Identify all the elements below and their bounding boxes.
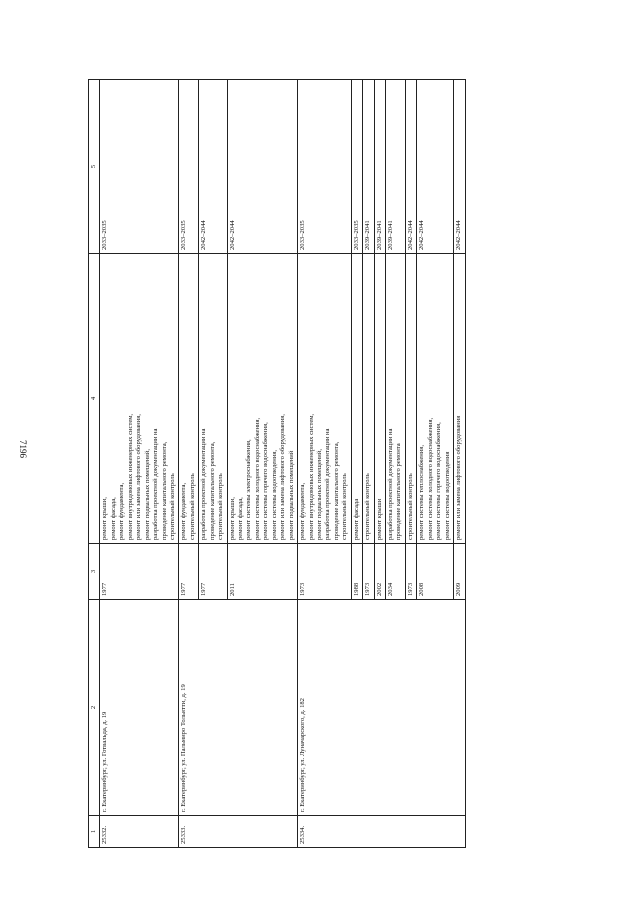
work-item: строительный контроль (406, 473, 414, 540)
work-item: ремонт внутридомовых инженерных систем, (307, 413, 315, 540)
work-item: ремонт крыши, (228, 497, 236, 540)
address-cell: г. Екатеринбург, ул. Пальмиро Тольятти, д. 19 (179, 600, 298, 816)
period-cell: 2033–2035 (298, 80, 352, 254)
work-item: ремонт системы теплоснабжения, (418, 445, 426, 540)
works-cell (199, 254, 227, 544)
work-item: ремонт фасада, (237, 497, 244, 540)
work-item: проведение капитального ремонта (395, 443, 403, 540)
work-item: проведение капитального ремонта, (208, 441, 216, 540)
column-header: 1 (89, 816, 100, 848)
period-cell: 2042–2044 (405, 80, 416, 254)
work-item: строительный контроль (188, 473, 196, 540)
work-item: ремонт фундамента, (118, 482, 126, 540)
table-row (100, 80, 179, 848)
work-item: ремонт внутридомовых инженерных систем, (126, 413, 134, 540)
period-cell: 2042–2044 (454, 80, 465, 254)
works-cell (454, 254, 465, 544)
works-cell (405, 254, 416, 544)
year-cell: 1973 (405, 544, 416, 600)
works-cell (227, 254, 298, 544)
work-item: строительный контроль (217, 473, 225, 540)
table-row (179, 80, 199, 848)
work-item: ремонт системы электроснабжения, (245, 439, 253, 540)
work-item: ремонт крыши (375, 498, 383, 540)
work-item: разработка проектной документации на (324, 428, 332, 540)
year-cell: 1973 (298, 544, 352, 600)
page-number-wrap (20, 0, 60, 905)
row-number: 25333. (179, 816, 298, 848)
work-item: разработка проектной документации на (152, 428, 160, 540)
work-item: разработка проектной документации на (387, 428, 394, 540)
table-row (298, 80, 352, 848)
year-cell: 2002 (374, 544, 385, 600)
year-cell: 1977 (100, 544, 179, 600)
work-item: ремонт подвальных помещений (287, 450, 295, 540)
column-header: 3 (89, 544, 100, 600)
works-cell (179, 254, 199, 544)
period-cell: 2033–2035 (179, 80, 199, 254)
work-item: проведение капитального ремонта, (332, 441, 340, 540)
work-item: ремонт подвальных помещений, (315, 449, 323, 540)
work-item: ремонт системы холодного водоснабжения, (253, 417, 261, 540)
period-cell: 2039–2041 (386, 80, 406, 254)
year-cell: 1973 (363, 544, 374, 600)
work-item: ремонт системы горячего водоснабжения, (262, 422, 270, 540)
year-cell: 2034 (386, 544, 406, 600)
period-cell: 2042–2044 (199, 80, 227, 254)
period-cell: 2042–2044 (227, 80, 298, 254)
work-item: строительный контроль (341, 473, 349, 540)
work-item: ремонт фасада (352, 498, 360, 540)
work-item: ремонт фасада, (109, 497, 117, 540)
year-cell: 1977 (179, 544, 199, 600)
column-number-row (89, 80, 100, 848)
period-cell: 2042–2044 (417, 80, 454, 254)
period-cell: 2039–2041 (363, 80, 374, 254)
period-cell: 2033–2035 (100, 80, 179, 254)
rotated-table-container (88, 80, 588, 848)
works-cell (351, 254, 362, 544)
table-body (100, 80, 465, 848)
work-item: строительный контроль (364, 473, 372, 540)
works-cell (100, 254, 179, 544)
page-number: 7196 (18, 440, 28, 458)
year-cell: 1977 (199, 544, 227, 600)
year-cell: 2011 (227, 544, 298, 600)
work-item: разработка проектной документации на (200, 428, 208, 540)
works-cell (363, 254, 374, 544)
work-item: ремонт системы холодного водоснабжения, (426, 417, 434, 540)
works-cell (374, 254, 385, 544)
row-number: 25334. (298, 816, 465, 848)
address-cell: г. Екатеринбург, ул. Луначарского, д. 182 (298, 600, 465, 816)
column-header: 2 (89, 600, 100, 816)
period-cell: 2039–2041 (374, 80, 385, 254)
column-header: 5 (89, 80, 100, 254)
year-cell: 2008 (417, 544, 454, 600)
year-cell: 1988 (351, 544, 362, 600)
year-cell: 2009 (454, 544, 465, 600)
works-cell (386, 254, 406, 544)
column-header: 4 (89, 254, 100, 544)
work-item: ремонт системы водоотведения (443, 451, 451, 540)
work-item: ремонт фундамента, (180, 482, 188, 540)
work-item: ремонт системы горячего водоснабжения, (435, 422, 443, 540)
work-item: ремонт или замена лифтового оборудования (455, 415, 463, 540)
address-cell: г. Екатеринбург, ул. Готвальда, д. 19 (100, 600, 179, 816)
period-cell: 2033–2035 (351, 80, 362, 254)
work-item: строительный контроль (168, 473, 176, 540)
repair-schedule-table (88, 79, 466, 848)
work-item: ремонт системы водоотведения, (270, 449, 278, 540)
works-cell (298, 254, 352, 544)
work-item: ремонт или замена лифтового оборудования, (279, 414, 287, 540)
works-cell (417, 254, 454, 544)
work-item: ремонт крыши, (101, 497, 109, 540)
work-item: ремонт или замена лифтового оборудования, (135, 414, 143, 540)
work-item: проведение капитального ремонта, (160, 441, 168, 540)
work-item: ремонт фундамента, (299, 482, 307, 540)
row-number: 25332. (100, 816, 179, 848)
work-item: ремонт подвальных помещений, (143, 449, 151, 540)
